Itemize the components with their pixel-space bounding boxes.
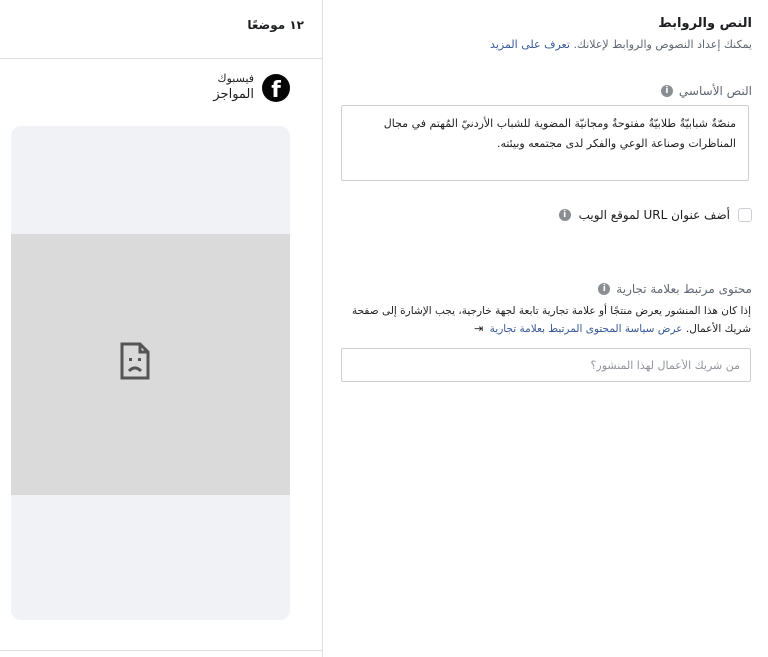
text-and-links-form	[323, 0, 768, 657]
broken-document-icon	[119, 342, 151, 380]
website-url-checkbox[interactable]	[738, 208, 752, 222]
primary-text-field[interactable]: منصّةٌ شبابيّةٌ طلابيّةٌ مفتوحةٌ ومجانيّة المضوية للشباب الأردنيّ المُهتم في مجال المناظرات وصناعة الوعي والفكر لدى مجتمعه وبيئته.	[341, 105, 749, 181]
external-link-icon[interactable]: ⇥	[474, 322, 484, 335]
feed-preview-frame	[11, 126, 290, 620]
section-subtitle	[490, 38, 752, 51]
business-partner-input[interactable]	[341, 348, 751, 382]
website-url-label[interactable]: أضف عنوان URL لموقع الويب	[578, 208, 730, 222]
ad-preview-panel	[0, 0, 323, 657]
branded-content-description	[341, 302, 751, 338]
placement-label	[130, 72, 290, 108]
placement-name: المواجز	[213, 87, 254, 102]
primary-text-label	[661, 84, 752, 98]
primary-text-label-text: النص الأساسي	[678, 84, 752, 98]
divider	[0, 650, 322, 651]
learn-more-link[interactable]: تعرف على المزيد	[490, 38, 570, 51]
facebook-icon: f	[262, 74, 290, 102]
branded-content-policy-link[interactable]: عرض سياسة المحتوى المرتبط بعلامة تجارية	[489, 323, 683, 335]
branded-content-label	[598, 282, 752, 296]
section-subtitle-text: يمكنك إعداد النصوص والروابط لإعلانك.	[573, 38, 752, 51]
placements-count[interactable]: ١٢ موضعًا	[247, 18, 304, 32]
info-icon[interactable]: i	[661, 85, 673, 97]
placements-header	[0, 0, 322, 59]
website-url-option[interactable]	[559, 208, 752, 222]
media-placeholder	[11, 234, 290, 495]
info-icon[interactable]: i	[598, 283, 610, 295]
placement-platform: فيسبوك	[217, 72, 254, 85]
branded-content-description-text: إذا كان هذا المنشور يعرض منتجًا أو علامة تجارية تابعة لجهة خارجية، يجب الإشارة إلى صفحة شريك الأعمال.	[352, 305, 751, 335]
branded-content-label-text: محتوى مرتبط بعلامة تجارية	[616, 282, 752, 296]
info-icon[interactable]: i	[559, 209, 571, 221]
section-title: النص والروابط	[658, 16, 752, 31]
placement-text	[213, 72, 254, 104]
